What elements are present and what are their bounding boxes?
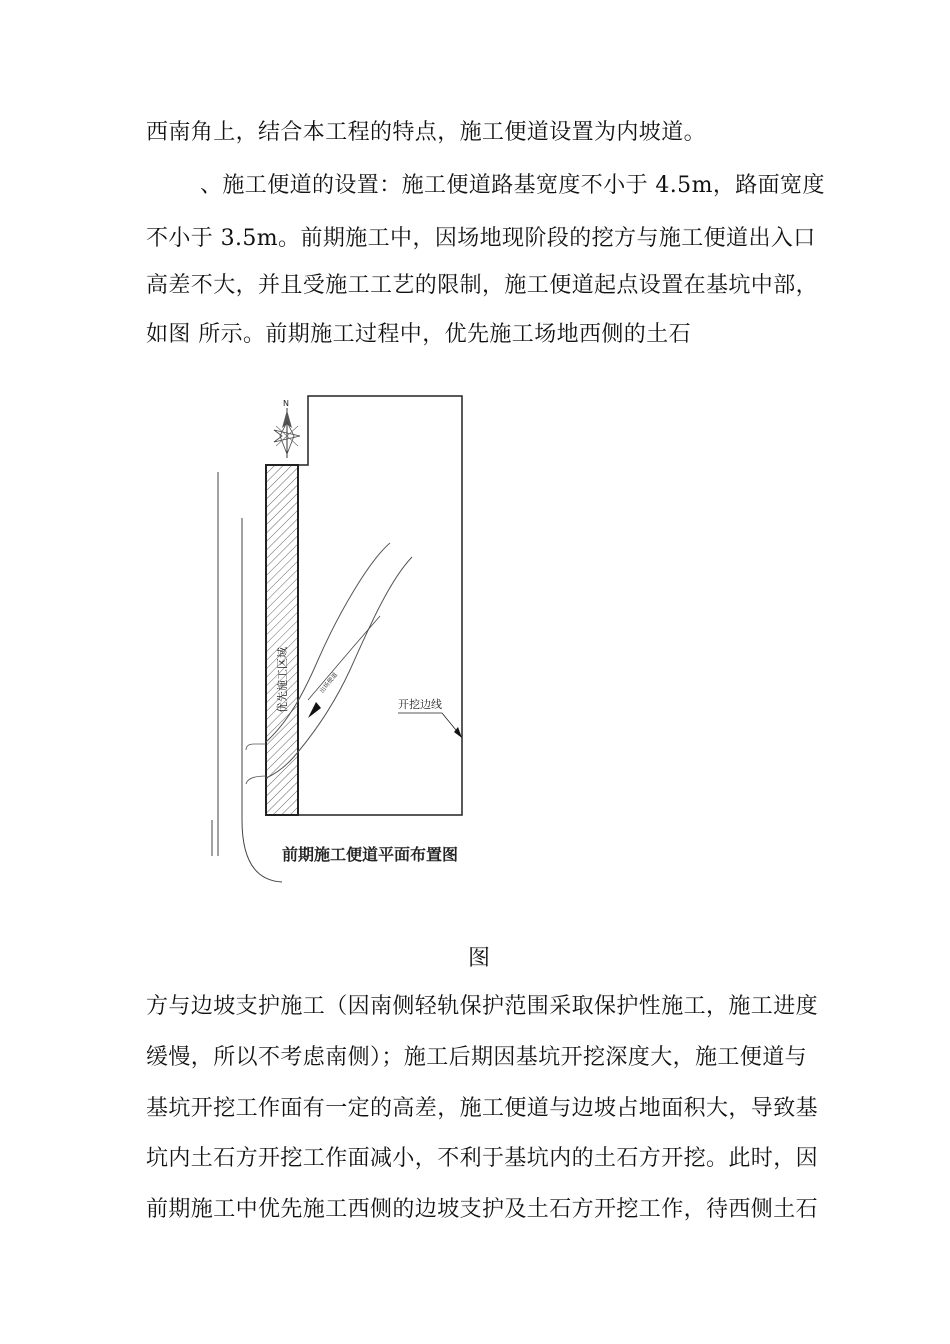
figure-caption: 图 [468,946,491,971]
outer-road-line [246,744,266,750]
site-plan-figure [190,380,490,900]
body-text-line: 前期施工中优先施工西侧的边坡支护及土石方开挖工作，待西侧土石 [146,1197,819,1222]
body-text-line: 坑内土石方开挖工作面减小，不利于基坑内的土石方开挖。此时，因 [146,1146,819,1171]
body-text-line: 基坑开挖工作面有一定的高差，施工便道与边坡占地面积大，导致基 [146,1096,819,1121]
ramp-direction-arrow [308,702,321,718]
body-text-line: 如图 所示。前期施工过程中，优先施工场地西侧的土石 [146,322,691,347]
outer-road-line [246,776,266,784]
body-text-line: 、施工便道的设置：施工便道路基宽度不小于 4.5m，路面宽度 [200,173,825,198]
road-label: 出场便道 [318,671,339,695]
body-text-line: 缓慢，所以不考虑南侧）；施工后期因基坑开挖深度大，施工便道与 [146,1045,808,1070]
priority-zone [266,465,298,815]
excavation-edge-label: 开挖边线 [398,698,442,711]
body-text-line: 不小于 3.5m。前期施工中，因场地现阶段的挖方与施工便道出入口 [146,226,816,251]
priority-zone-label: 优先施工区域 [276,647,289,713]
north-label: N [283,399,289,408]
body-text-line: 西南角上，结合本工程的特点，施工便道设置为内坡道。 [146,120,707,145]
north-arrow-icon [274,399,300,458]
body-text-line: 方与边坡支护施工（因南侧轻轨保护范围采取保护性施工，施工进度 [146,994,819,1019]
figure-title: 前期施工便道平面布置图 [282,845,459,864]
body-text-line: 高差不大，并且受施工工艺的限制，施工便道起点设置在基坑中部， [146,273,819,298]
